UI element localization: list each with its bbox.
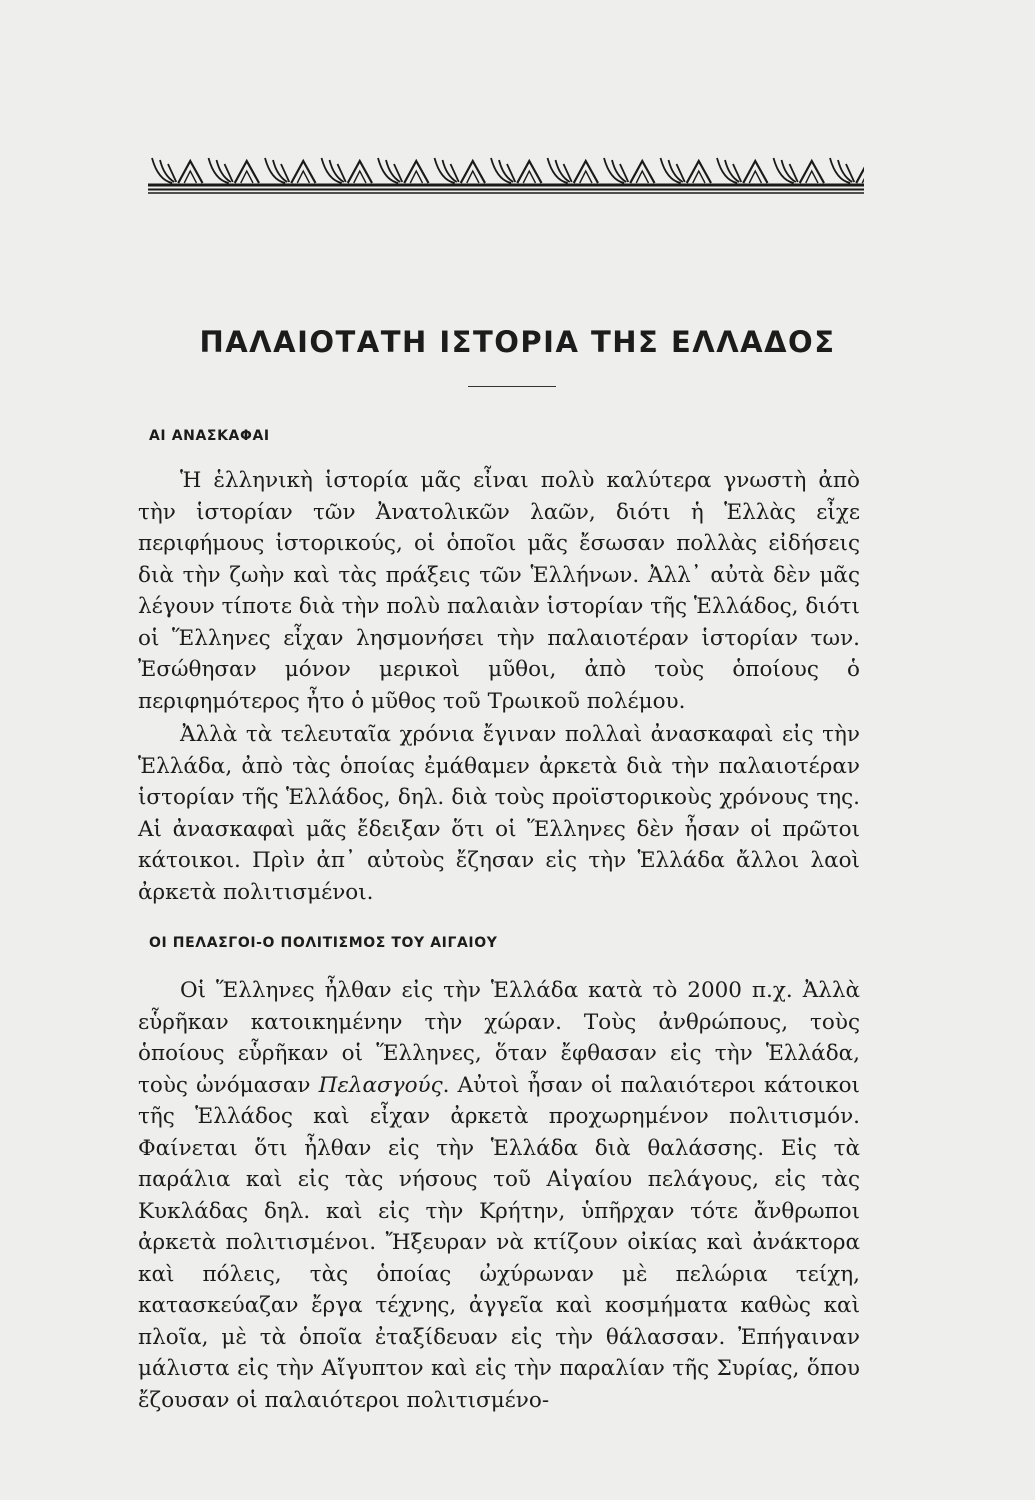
- paragraph-2: Ἀλλὰ τὰ τελευταῖα χρόνια ἔγιναν πολλαὶ ἀνασκαφαὶ εἰς τὴν Ἑλλάδα, ἀπὸ τὰς ὁποίας ἐμάθαμεν ἀρκετὰ διὰ τὴν παλαιοτέραν ἱστορίαν τῆς Ἑλλάδος, δηλ. διὰ τοὺς προϊστορικοὺς χρόνους της. Αἱ ἀνασκαφαὶ μᾶς ἔδειξαν ὅτι οἱ Ἕλληνες δὲν ἦσαν οἱ πρῶτοι κάτοικοι. Πρὶν ἀπ᾽ αὐτοὺς ἔζησαν εἰς τὴν Ἑλλάδα ἄλλοι λαοὶ ἀρκετὰ πολιτισμένοι.: [138, 722, 860, 905]
- section-heading-pelasgians: ΟΙ ΠΕΛΑΣΓΟΙ-Ο ΠΟΛΙΤΙΣΜΟΣ ΤΟΥ ΑΙΓΑΙΟΥ: [149, 935, 498, 951]
- page-title: ΠΑΛΑΙΟΤΑΤΗ ΙΣΤΟΡΙΑ ΤΗΣ ΕΛΛΑΔΟΣ: [199, 325, 836, 359]
- paragraph-3-part-1: Οἱ Ἕλληνες ἦλθαν εἰς τὴν Ἑλλάδα κατὰ τὸ 2000 π.χ. Ἀλλὰ εὗρῆκαν κατοικημένην τὴν χώραν. Τοὺς ἀνθρώπους, τοὺς ὁποίους εὗρῆκαν οἱ Ἕλληνες, ὅταν ἔφθασαν εἰς τὴν Ἑλλάδα, τοὺς ὠνόμασαν: [138, 978, 860, 1098]
- paragraph-3: [138, 975, 860, 1416]
- paragraph-3-part-2: . Αὐτοὶ ἦσαν οἱ παλαιότεροι κάτοικοι τῆς Ἑλλάδος καὶ εἶχαν ἀρκετὰ προχωρημένον πολιτισμόν. Φαίνεται ὅτι ἦλθαν εἰς τὴν Ἑλλάδα διὰ θαλάσσης. Εἰς τὰ παράλια καὶ εἰς τὰς νήσους τοῦ Αἰγαίου πελάγους, εἰς τὰς Κυκλάδας δηλ. καὶ εἰς τὴν Κρήτην, ὑπῆρχαν τότε ἄνθρωποι ἀρκετὰ πολιτισμένοι. Ἤξευραν νὰ κτίζουν οἰκίας καὶ ἀνάκτορα καὶ πόλεις, τὰς ὁποίας ὠχύρωναν μὲ πελώρια τείχη, κατασκεύαζαν ἔργα τέχνης, ἀγγεῖα καὶ κοσμήματα καθὼς καὶ πλοῖα, μὲ τὰ ὁποῖα ἐταξίδευαν εἰς τὴν θάλασσαν. Ἐπήγαιναν μάλιστα εἰς τὴν Αἴγυπτον καὶ εἰς τὴν παραλίαν τῆς Συρίας, ὅπου ἔζουσαν οἱ παλαιότεροι πολιτισμένο-: [138, 1072, 860, 1413]
- pelasgians-term: Πελασγούς: [318, 1072, 443, 1098]
- title-divider: [468, 386, 556, 387]
- ornamental-border-band: [148, 152, 864, 194]
- paragraph-1: Ἡ ἑλληνικὴ ἱστορία μᾶς εἶναι πολὺ καλύτερα γνωστὴ ἀπὸ τὴν ἱστορίαν τῶν Ἀνατολικῶν λαῶν, διότι ἡ Ἑλλὰς εἶχε περιφήμους ἱστορικούς, οἱ ὁποῖοι μᾶς ἔσωσαν πολλὰς εἰδήσεις διὰ τὴν ζωὴν καὶ τὰς πράξεις τῶν Ἑλλήνων. Ἀλλ᾽ αὐτὰ δὲν μᾶς λέγουν τίποτε διὰ τὴν πολὺ παλαιὰν ἱστορίαν τῆς Ἑλλάδος, διότι οἱ Ἕλληνες εἶχαν λησμονήσει τὴν παλαιοτέραν ἱστορίαν των. Ἐσώθησαν μόνον μερικοὶ μῦθοι, ἀπὸ τοὺς ὁποίους ὁ περιφημότερος ἦτο ὁ μῦθος τοῦ Τρωικοῦ πολέμου.: [138, 468, 860, 714]
- section-heading-excavations: ΑΙ ΑΝΑΣΚΑΦΑΙ: [149, 428, 270, 444]
